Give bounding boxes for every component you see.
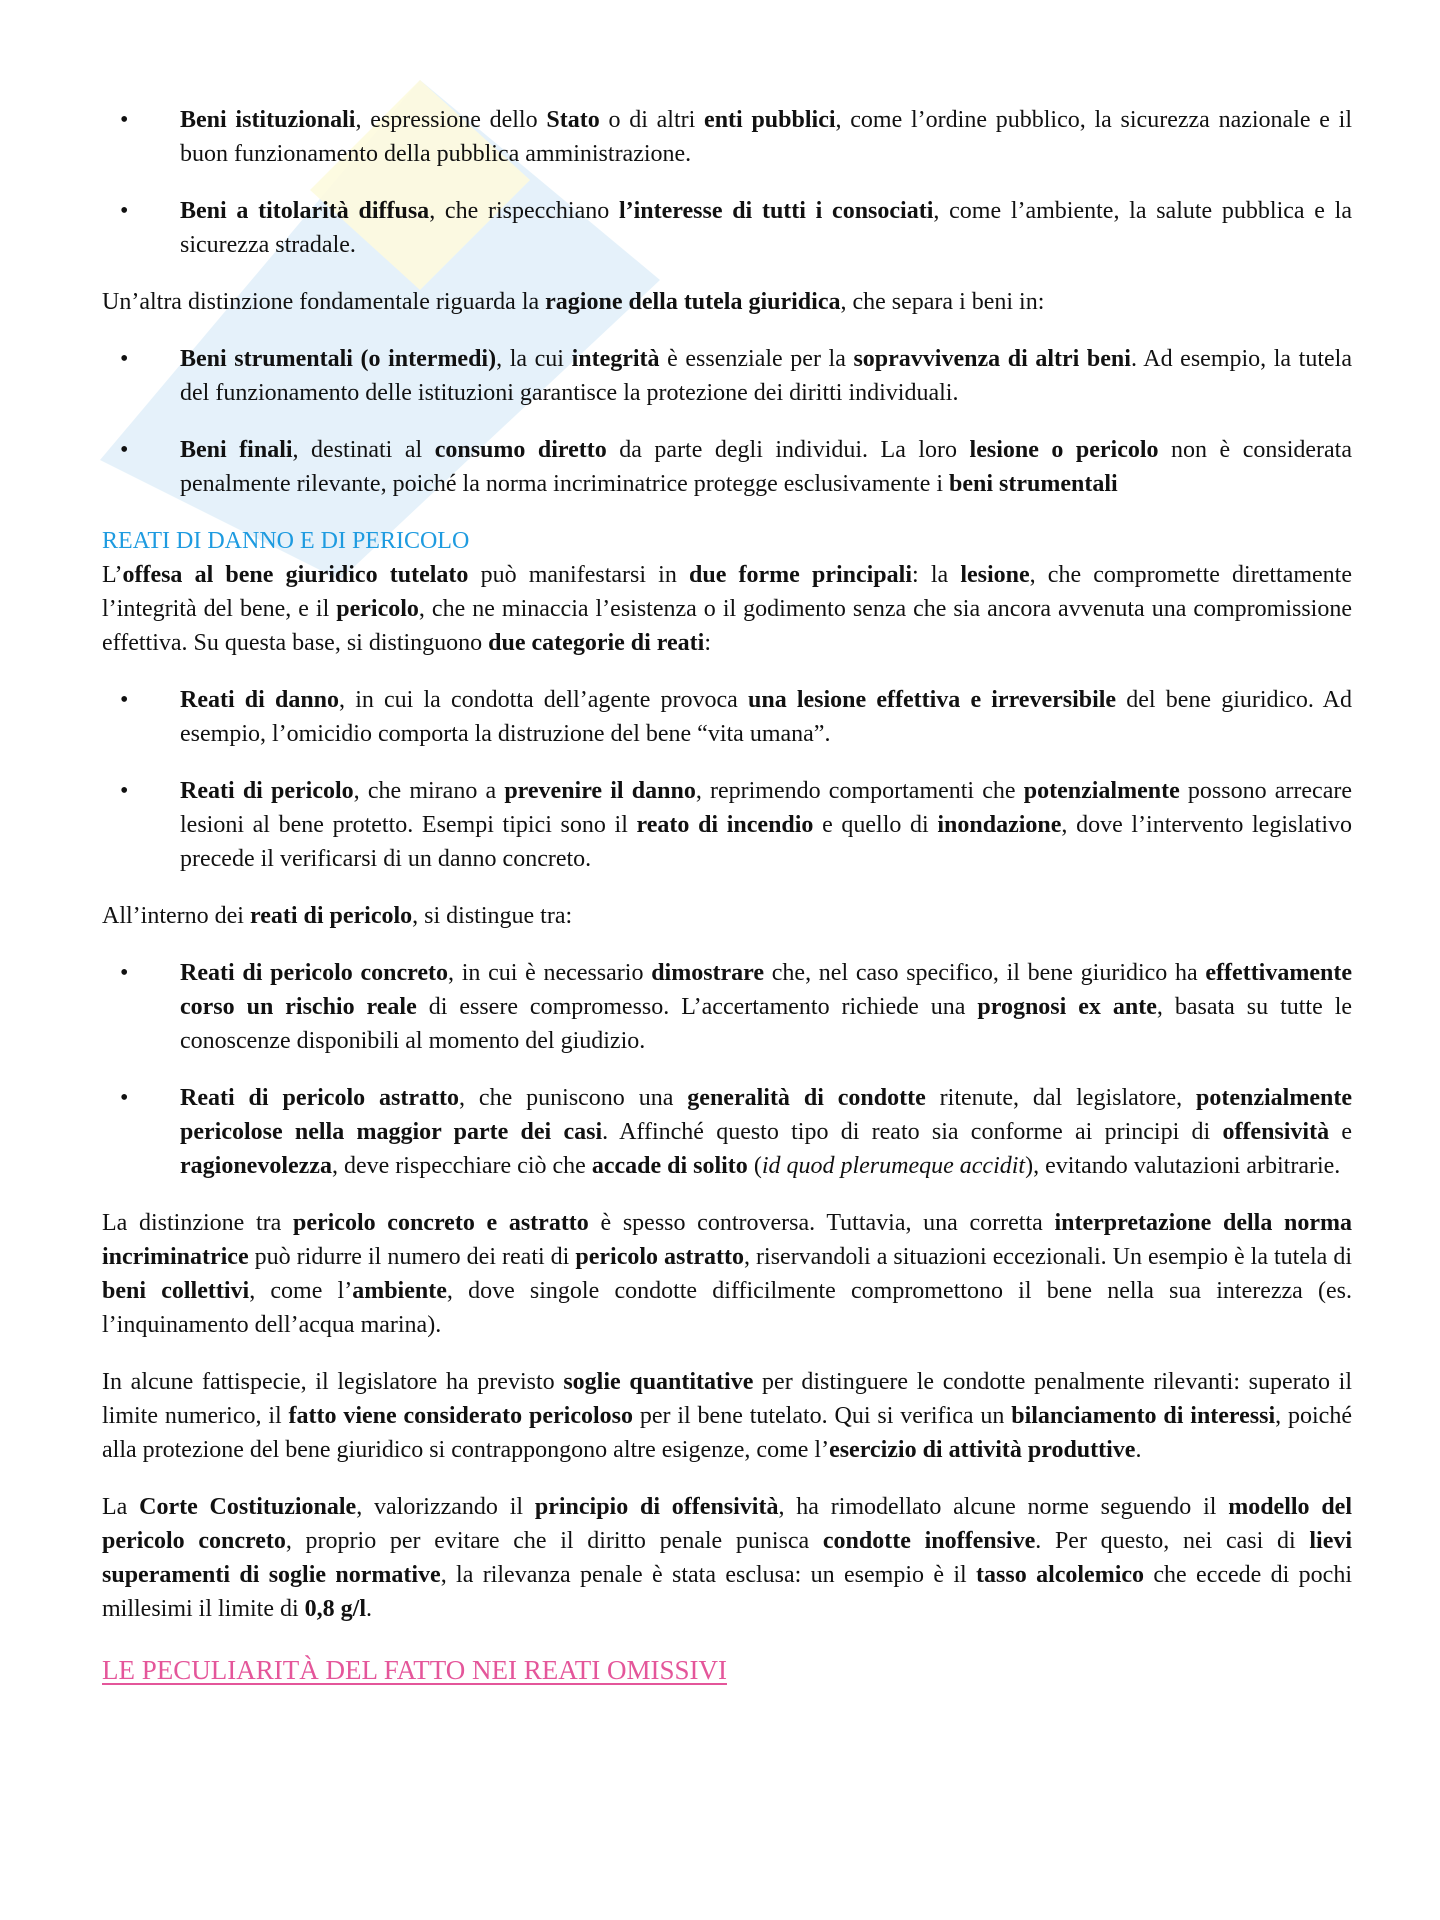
text-run: , riservandoli a situazioni eccezionali. Un esempio è la tutela di	[744, 1244, 1353, 1270]
bold-text: dimostrare	[651, 960, 765, 986]
bold-text: fatto viene considerato pericoloso	[288, 1403, 633, 1429]
text-run: , dove l’intervento legislativo precede il verificarsi di un danno concreto.	[180, 812, 1352, 872]
text-run: , la rilevanza penale è stata esclusa: un esempio è il	[440, 1562, 977, 1588]
text-run: , reprimendo comportamenti che	[695, 778, 1024, 804]
bold-text: potenzialmente pericolose nella maggior parte dei casi	[180, 1085, 1352, 1145]
text-run: e	[1329, 1119, 1353, 1145]
text-run: o di altri	[599, 107, 705, 133]
text-run: , ha rimodellato alcune norme seguendo il	[778, 1494, 1229, 1520]
text-run: e quello di	[813, 812, 938, 838]
text-run: è essenziale per la	[659, 346, 854, 372]
text-run: . Affinché questo tipo di reato sia conforme ai principi di	[602, 1119, 1223, 1145]
bold-text: due forme principali	[689, 562, 912, 588]
bold-text: pericolo astratto	[575, 1244, 745, 1270]
bold-text: prevenire il danno	[504, 778, 696, 804]
bold-text: principio di offensività	[534, 1494, 779, 1520]
bold-text: condotte inoffensive	[822, 1528, 1036, 1554]
bold-text: Reati di pericolo astratto	[180, 1085, 460, 1111]
bold-text: consumo diretto	[434, 437, 607, 463]
bullet-item	[102, 956, 1352, 1058]
text-run: di essere compromesso. L’accertamento richiede una	[416, 994, 978, 1020]
bold-text: Reati di danno	[180, 687, 340, 713]
bold-text: tasso alcolemico	[976, 1562, 1145, 1588]
text-run: che eccede di pochi millesimi il limite di	[102, 1562, 1352, 1622]
bullet-icon: •	[120, 778, 129, 804]
bullet-icon: •	[120, 1085, 129, 1111]
text-run: , si distingue tra:	[412, 903, 573, 929]
bold-text: ragionevolezza	[180, 1153, 332, 1179]
text-run: Un’altra distinzione fondamentale riguarda la	[102, 289, 546, 315]
text-run: , deve rispecchiare ciò che	[331, 1153, 592, 1179]
bold-text: Beni istituzionali	[180, 107, 356, 133]
paragraph	[102, 1206, 1352, 1342]
text-run: (	[747, 1153, 762, 1179]
bold-text: effettivamente corso un rischio reale	[180, 960, 1352, 1020]
bold-text: reati di pericolo	[249, 903, 413, 929]
bold-text: inondazione	[937, 812, 1062, 838]
text-run: per distinguere le condotte penalmente rilevanti: superato il limite numerico, il	[102, 1369, 1353, 1429]
text-run: , che puniscono una	[459, 1085, 688, 1111]
bold-text: sopravvivenza di altri beni	[853, 346, 1131, 372]
paragraph	[102, 558, 1352, 660]
text-run: , valorizzando il	[356, 1494, 535, 1520]
section-heading	[102, 524, 1352, 558]
text-run: , che compromette direttamente l’integrità del bene, e il	[102, 562, 1352, 622]
bold-text: 0,8 g/l	[304, 1596, 367, 1622]
text-run: , espressione dello	[355, 107, 547, 133]
text-run: In alcune fattispecie, il legislatore ha previsto	[102, 1369, 564, 1395]
text-run: , poiché alla protezione del bene giuridico si contrappongono altre esigenze, come l’	[102, 1403, 1352, 1463]
bold-text: due categorie di reati	[488, 630, 705, 656]
bold-text: lievi superamenti di soglie normative	[102, 1528, 1353, 1588]
text-run: , che separa i beni in:	[840, 289, 1045, 315]
text-run: , dove singole condotte difficilmente compromettono il bene nella sua interezza (es. l’inquinamento dell’acqua marina).	[102, 1278, 1353, 1338]
text-run: REATI DI DANNO E DI PERICOLO	[102, 528, 470, 554]
bullet-icon: •	[120, 107, 129, 133]
document-body	[102, 103, 1352, 1687]
text-run: , in cui è necessario	[447, 960, 652, 986]
text-run: per il bene tutelato. Qui si verifica un	[633, 1403, 1012, 1429]
bold-text: bilanciamento di interessi	[1011, 1403, 1276, 1429]
text-run: All’interno dei	[102, 903, 250, 929]
bold-text: pericolo	[336, 596, 419, 622]
bold-text: offensività	[1222, 1119, 1330, 1145]
text-run: La	[102, 1494, 140, 1520]
text-run: L’	[102, 562, 123, 588]
bold-text: interpretazione della norma incriminatrice	[102, 1210, 1352, 1270]
text-run: .	[366, 1596, 373, 1622]
bold-text: Beni strumentali (o intermedi)	[180, 346, 497, 372]
text-run: : la	[912, 562, 961, 588]
text-run: La distinzione tra	[102, 1210, 293, 1236]
bold-text: enti pubblici	[704, 107, 836, 133]
bold-text: beni collettivi	[102, 1278, 250, 1304]
bold-text: Reati di pericolo	[180, 778, 354, 804]
bullet-item	[102, 433, 1352, 501]
text-run: LE PECULIARITÀ DEL FATTO NEI REATI OMISSIVI	[102, 1655, 727, 1685]
paragraph	[102, 285, 1352, 319]
bold-text: ragione della tutela giuridica	[545, 289, 841, 315]
paragraph	[102, 1490, 1352, 1626]
bold-text: Reati di pericolo concreto	[180, 960, 448, 986]
text-run: , che rispecchiano	[429, 198, 619, 224]
text-run: possono arrecare lesioni al bene protetto. Esempi tipici sono il	[180, 778, 1353, 838]
bullet-item	[102, 103, 1352, 171]
section-heading-underlined	[102, 1653, 1352, 1687]
bullet-icon: •	[120, 437, 129, 463]
paragraph	[102, 1365, 1352, 1467]
text-run: ritenute, dal legislatore,	[925, 1085, 1197, 1111]
text-run: . Per questo, nei casi di	[1035, 1528, 1310, 1554]
bold-text: integrità	[571, 346, 660, 372]
bold-text: Beni finali	[180, 437, 293, 463]
text-run: da parte degli individui. La loro	[606, 437, 970, 463]
bold-text: generalità di condotte	[687, 1085, 926, 1111]
text-run: , che ne minaccia l’esistenza o il godimento senza che sia ancora avvenuta una compromissione effettiva. Su questa base, si distinguono	[102, 596, 1352, 656]
bold-text: lesione	[960, 562, 1030, 588]
bullet-item	[102, 194, 1352, 262]
italic-text: id quod plerumeque accidit	[761, 1153, 1026, 1179]
text-run: , in cui la condotta dell’agente provoca	[339, 687, 748, 713]
bold-text: Corte Costituzionale	[139, 1494, 357, 1520]
bold-text: ambiente	[352, 1278, 447, 1304]
text-run: , basata su tutte le conoscenze disponibili al momento del giudizio.	[180, 994, 1353, 1054]
paragraph	[102, 899, 1352, 933]
bullet-item	[102, 342, 1352, 410]
bullet-item	[102, 774, 1352, 876]
bullet-icon: •	[120, 198, 129, 224]
text-run: .	[1135, 1437, 1142, 1463]
text-run: , come l’ordine pubblico, la sicurezza nazionale e il buon funzionamento della pubblica amministrazione.	[180, 107, 1353, 167]
text-run: . Ad esempio, la tutela del funzionamento delle istituzioni garantisce la protezione dei diritti individuali.	[180, 346, 1352, 406]
text-run: che, nel caso specifico, il bene giuridico ha	[764, 960, 1206, 986]
bullet-icon: •	[120, 687, 129, 713]
bold-text: modello del pericolo concreto	[102, 1494, 1353, 1554]
text-run: , come l’	[249, 1278, 353, 1304]
bullet-icon: •	[120, 960, 129, 986]
bold-text: una lesione effettiva e irreversibile	[748, 687, 1117, 713]
text-run: non è considerata penalmente rilevante, poiché la norma incriminatrice protegge esclusivamente i	[180, 437, 1352, 497]
bold-text: offesa al bene giuridico tutelato	[122, 562, 469, 588]
bold-text: accade di solito	[591, 1153, 748, 1179]
bold-text: soglie quantitative	[563, 1369, 754, 1395]
text-run: può manifestarsi in	[468, 562, 690, 588]
text-run: , che mirano a	[353, 778, 505, 804]
text-run: , come l’ambiente, la salute pubblica e la sicurezza stradale.	[180, 198, 1352, 258]
bold-text: lesione o pericolo	[969, 437, 1159, 463]
bold-text: Beni a titolarità diffusa	[180, 198, 430, 224]
text-run: :	[704, 630, 712, 656]
bullet-item	[102, 1081, 1352, 1183]
text-run: , la cui	[496, 346, 572, 372]
bold-text: Stato	[546, 107, 600, 133]
text-run: può ridurre il numero dei reati di	[248, 1244, 576, 1270]
text-run: del bene giuridico. Ad esempio, l’omicidio comporta la distruzione del bene “vita umana”.	[180, 687, 1353, 747]
bold-text: reato di incendio	[636, 812, 814, 838]
bullet-icon: •	[120, 346, 129, 372]
bold-text: esercizio di attività produttive	[829, 1437, 1136, 1463]
bullet-item	[102, 683, 1352, 751]
text-run: , proprio per evitare che il diritto penale punisca	[285, 1528, 823, 1554]
bold-text: l’interesse di tutti i consociati	[618, 198, 934, 224]
text-run: è spesso controversa. Tuttavia, una corretta	[588, 1210, 1055, 1236]
text-run: , destinati al	[292, 437, 435, 463]
bold-text: pericolo concreto e astratto	[292, 1210, 589, 1236]
text-run: ), evitando valutazioni arbitrarie.	[1025, 1153, 1341, 1179]
bold-text: prognosi ex ante	[977, 994, 1157, 1020]
bold-text: potenzialmente	[1023, 778, 1180, 804]
bold-text: beni strumentali	[949, 471, 1118, 497]
